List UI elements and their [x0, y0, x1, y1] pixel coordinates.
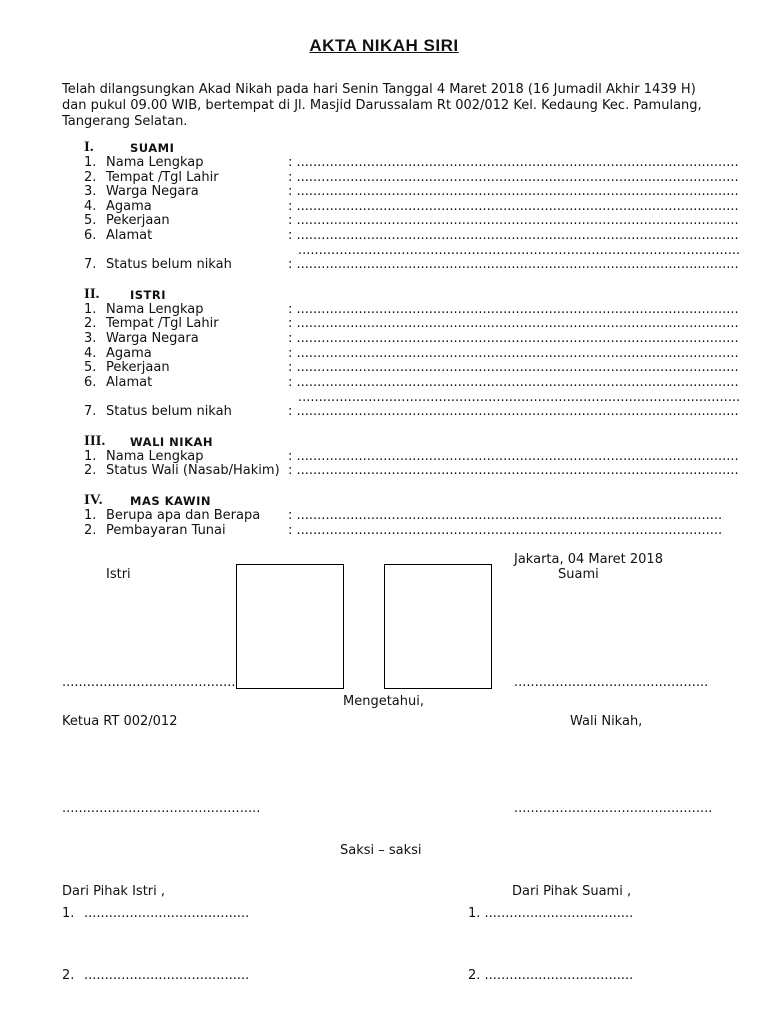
place-date: Jakarta, 04 Maret 2018	[514, 552, 663, 567]
istri-signature-label: Istri	[106, 567, 131, 582]
suami-item-label: Agama	[106, 199, 152, 214]
suami-warga-negara-field[interactable]: : ...........................................................................................................	[288, 184, 739, 199]
wali-status-field[interactable]: : ...........................................................................................................	[288, 463, 739, 478]
istri-alamat-field[interactable]: : ...........................................................................................................	[288, 375, 739, 390]
istri-item-label: Tempat /Tgl Lahir	[106, 316, 219, 331]
section-istri-numeral: II.	[84, 286, 100, 302]
istri-item-number: 6.	[84, 375, 97, 390]
istri-ttl-field[interactable]: : ...........................................................................................................	[288, 316, 739, 331]
suami-item-label: Status belum nikah	[106, 257, 232, 272]
wali-nama-field[interactable]: : ...........................................................................................................	[288, 449, 739, 464]
istri-item-label: Nama Lengkap	[106, 302, 204, 317]
suami-item-number: 4.	[84, 199, 97, 214]
mahar-item-number: 2.	[84, 523, 97, 538]
istri-warga-negara-field[interactable]: : ...........................................................................................................	[288, 331, 739, 346]
suami-item-number: 6.	[84, 228, 97, 243]
mahar-item-number: 1.	[84, 508, 97, 523]
suami-signature-line[interactable]: ...............................................	[514, 675, 709, 690]
suami-alamat-continuation[interactable]: ...........................................................................................................	[298, 243, 741, 258]
pihak-suami-label: Dari Pihak Suami ,	[512, 884, 632, 899]
mahar-tunai-field[interactable]: : .......................................................................................................	[288, 523, 723, 538]
mahar-item-label: Berupa apa dan Berapa	[106, 508, 261, 523]
section-mahar-heading: MAS KAWIN	[130, 494, 212, 508]
saksi-title: Saksi – saksi	[340, 843, 422, 858]
ketua-rt-label: Ketua RT 002/012	[62, 714, 178, 729]
wali-item-number: 2.	[84, 463, 97, 478]
section-suami-numeral: I.	[84, 139, 94, 155]
wali-item-label: Status Wali (Nasab/Hakim)	[106, 463, 280, 478]
suami-ttl-field[interactable]: : ...........................................................................................................	[288, 170, 739, 185]
istri-item-label: Pekerjaan	[106, 360, 170, 375]
section-wali-heading: WALI NIKAH	[130, 435, 214, 449]
istri-item-label: Agama	[106, 346, 152, 361]
mahar-berupa-field[interactable]: : .......................................................................................................	[288, 508, 723, 523]
suami-item-number: 7.	[84, 257, 97, 272]
suami-item-label: Warga Negara	[106, 184, 199, 199]
istri-witness-2-number: 2.	[62, 968, 75, 983]
suami-witness-2-line[interactable]: 2. ....................................	[468, 968, 634, 983]
suami-item-number: 1.	[84, 155, 97, 170]
suami-pekerjaan-field[interactable]: : ...........................................................................................................	[288, 213, 739, 228]
istri-item-label: Warga Negara	[106, 331, 199, 346]
istri-status-field[interactable]: : ...........................................................................................................	[288, 404, 739, 419]
suami-signature-label: Suami	[558, 567, 599, 582]
istri-witness-1-line[interactable]: ........................................	[84, 906, 250, 921]
istri-nama-field[interactable]: : ...........................................................................................................	[288, 302, 739, 317]
section-suami-heading: SUAMI	[130, 141, 175, 155]
istri-agama-field[interactable]: : ...........................................................................................................	[288, 346, 739, 361]
suami-item-label: Pekerjaan	[106, 213, 170, 228]
document-title: AKTA NIKAH SIRI	[309, 36, 459, 55]
mahar-item-label: Pembayaran Tunai	[106, 523, 226, 538]
mengetahui-label: Mengetahui,	[343, 694, 424, 709]
suami-item-label: Alamat	[106, 228, 153, 243]
wali-item-label: Nama Lengkap	[106, 449, 204, 464]
suami-agama-field[interactable]: : ...........................................................................................................	[288, 199, 739, 214]
istri-witness-2-line[interactable]: ........................................	[84, 968, 250, 983]
istri-item-number: 5.	[84, 360, 97, 375]
suami-alamat-field[interactable]: : ...........................................................................................................	[288, 228, 739, 243]
ketua-rt-signature-line[interactable]: ................................................	[62, 801, 261, 816]
istri-item-number: 7.	[84, 404, 97, 419]
suami-photo-box	[384, 564, 492, 689]
section-mahar-numeral: IV.	[84, 492, 103, 508]
istri-signature-line[interactable]: ..........................................	[62, 675, 236, 690]
istri-photo-box	[236, 564, 344, 689]
suami-item-number: 5.	[84, 213, 97, 228]
suami-item-number: 3.	[84, 184, 97, 199]
suami-nama-field[interactable]: : ...........................................................................................................	[288, 155, 739, 170]
suami-status-field[interactable]: : ...........................................................................................................	[288, 257, 739, 272]
istri-item-number: 4.	[84, 346, 97, 361]
suami-item-number: 2.	[84, 170, 97, 185]
intro-paragraph: Telah dilangsungkan Akad Nikah pada hari Senin Tanggal 4 Maret 2018 (16 Jumadil Akhir 1439 H) dan pukul 09.00 WIB, bertempat di Jl. Masjid Darussalam Rt 002/012 Kel. Kedaung Kec. Pamulang, Tangerang Selatan.	[62, 82, 702, 129]
istri-item-number: 1.	[84, 302, 97, 317]
istri-alamat-continuation[interactable]: ...........................................................................................................	[298, 390, 741, 405]
istri-item-label: Alamat	[106, 375, 153, 390]
istri-item-number: 3.	[84, 331, 97, 346]
istri-witness-1-number: 1.	[62, 906, 75, 921]
suami-witness-1-line[interactable]: 1. ....................................	[468, 906, 634, 921]
istri-item-number: 2.	[84, 316, 97, 331]
istri-pekerjaan-field[interactable]: : ...........................................................................................................	[288, 360, 739, 375]
wali-item-number: 1.	[84, 449, 97, 464]
pihak-istri-label: Dari Pihak Istri ,	[62, 884, 166, 899]
suami-item-label: Nama Lengkap	[106, 155, 204, 170]
section-wali-numeral: III.	[84, 433, 106, 449]
suami-item-label: Tempat /Tgl Lahir	[106, 170, 219, 185]
istri-item-label: Status belum nikah	[106, 404, 232, 419]
section-istri-heading: ISTRI	[130, 288, 167, 302]
wali-nikah-label: Wali Nikah,	[570, 714, 643, 729]
wali-nikah-signature-line[interactable]: ................................................	[514, 801, 713, 816]
